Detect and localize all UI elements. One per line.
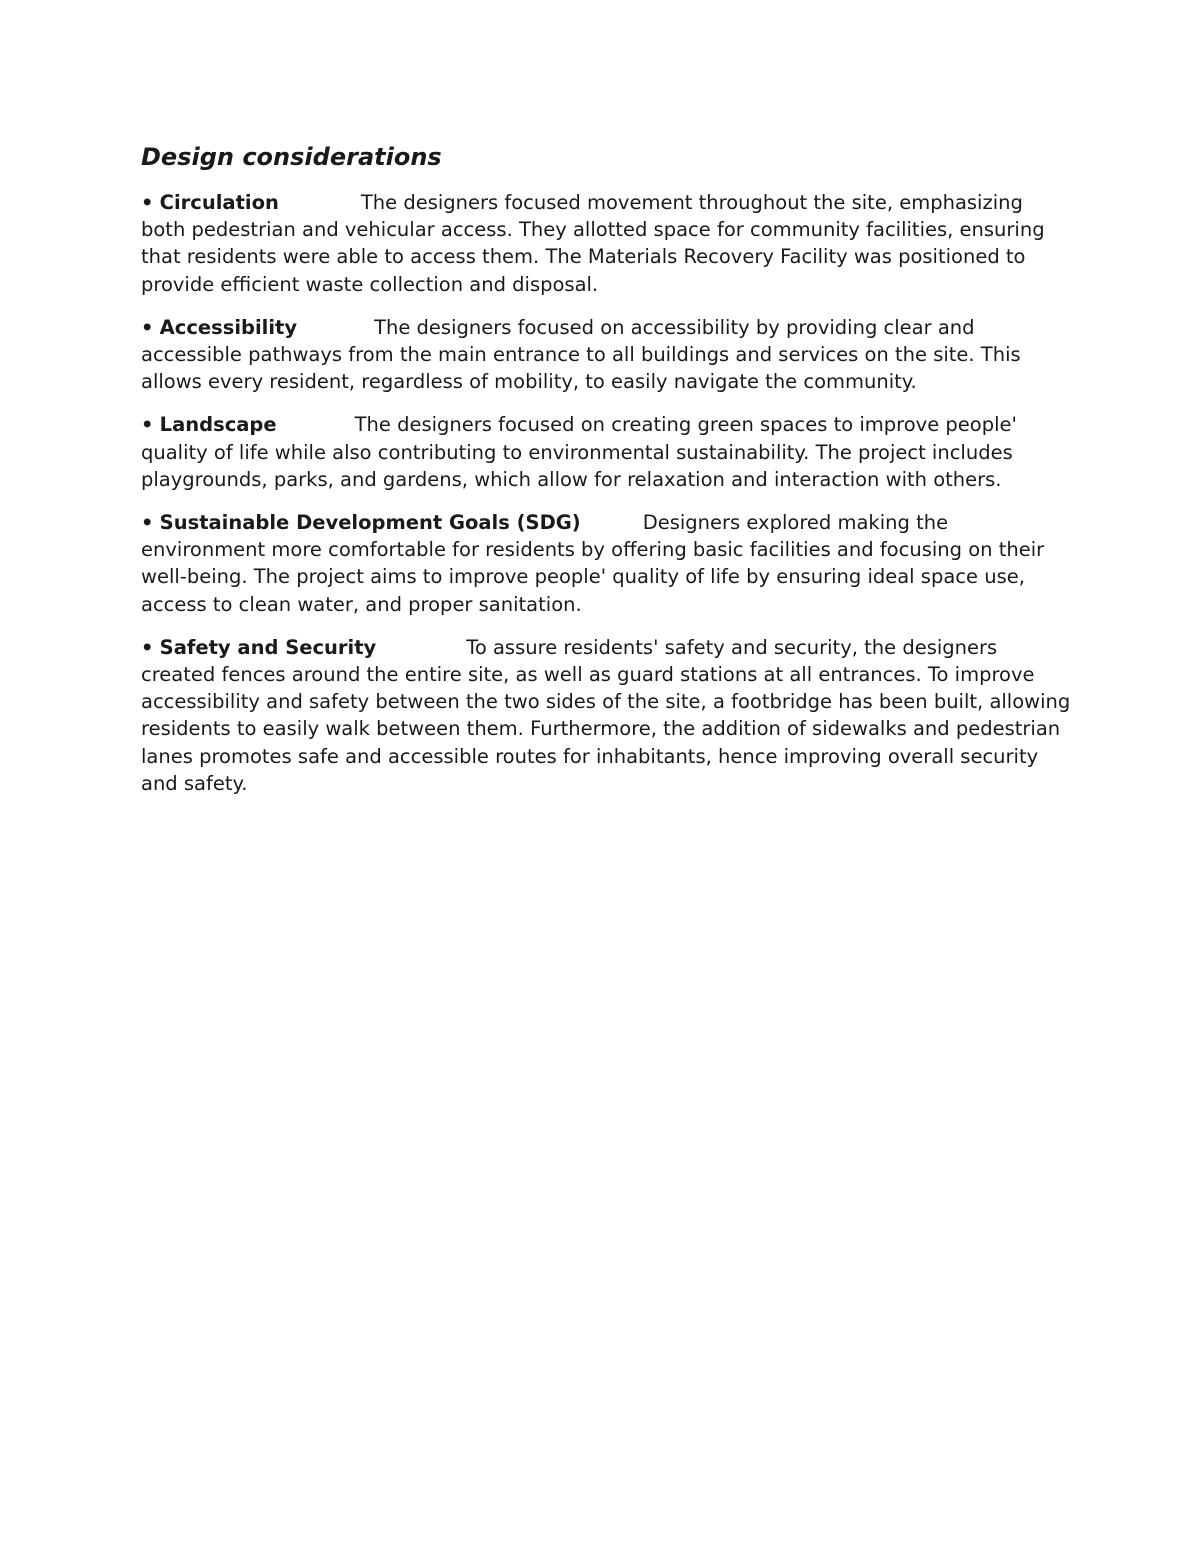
item-term: Sustainable Development Goals (SDG)	[159, 511, 581, 535]
item-text: To assure residents' safety and security, the designers created fences around the entire site, as well as guard stations at all entrances. To improve accessibility and safety between the two sides of the site, a footbridge has been built, allowing residents to easily walk between them. Furthermore, the addition of sidewalks and pedestrian lanes promotes safe and accessible routes for inhabitants, hence improving overall security and safety.	[141, 635, 1071, 795]
item-term: Accessibility	[159, 315, 298, 339]
item-term: Landscape	[159, 413, 277, 437]
bullet-icon: •	[141, 315, 154, 339]
bullet-icon: •	[141, 191, 154, 214]
page-title: Design considerations	[141, 143, 442, 171]
item-text: The designers focused movement throughout the site, emphasizing both pedestrian and vehicular access. They allotted space for community facilities, ensuring that residents were able to access them. The Materials Recovery Facility was positioned to provide efficient waste collection and disposal.	[141, 191, 1045, 296]
list-item-landscape	[141, 411, 1071, 493]
item-term: Safety and Security	[159, 635, 377, 659]
bullet-icon: •	[141, 413, 154, 437]
item-text: The designers focused on creating green spaces to improve people' quality of life while also contributing to environmental sustainability. The project includes playgrounds, parks, and gardens, which allow for relaxation and interaction with others.	[141, 413, 1017, 491]
list-item-safety-security	[141, 634, 1071, 797]
list-item-sdg	[141, 509, 1071, 618]
item-text: The designers focused on accessibility by providing clear and accessible pathways from the main entrance to all buildings and services on the site. This allows every resident, regardless of mobility, to easily navigate the community.	[141, 315, 1021, 394]
bullet-icon: •	[141, 511, 154, 535]
item-text: Designers explored making the environment more comfortable for residents by offering basic facilities and focusing on their well-being. The project aims to improve people' quality of life by ensuring ideal space use, access to clean water, and proper sanitation.	[141, 511, 1045, 616]
list-item-accessibility	[141, 314, 1071, 396]
item-term: Circulation	[159, 191, 279, 214]
document-body	[141, 139, 1071, 813]
list-item-circulation	[141, 189, 1071, 298]
bullet-icon: •	[141, 635, 154, 659]
